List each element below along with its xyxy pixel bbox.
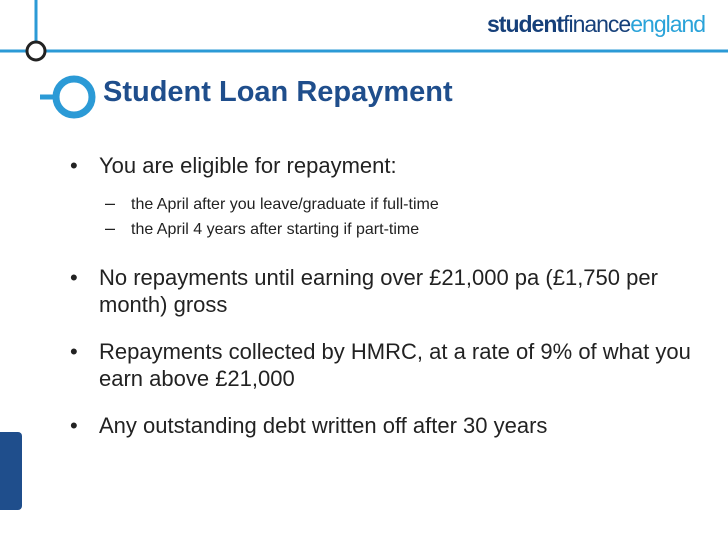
brand-logo — [487, 11, 705, 38]
title-ring-icon — [56, 79, 92, 115]
logo-word-student: student — [487, 11, 564, 37]
bullet-text: Repayments collected by HMRC, at a rate of 9% of what you earn above £21,000 — [99, 339, 691, 391]
bullet-item — [68, 264, 708, 318]
dash-icon: – — [105, 193, 116, 213]
bullet-list — [68, 152, 708, 439]
bullet-icon: • — [70, 413, 78, 438]
bullet-icon: • — [70, 339, 78, 364]
bullet-item — [68, 338, 708, 392]
logo-word-finance: finance — [563, 11, 631, 37]
bullet-item — [68, 412, 708, 439]
sub-bullet-text: the April after you leave/graduate if full-time — [131, 196, 439, 213]
sub-bullet-text: the April 4 years after starting if part-time — [131, 221, 420, 238]
side-tab-decoration — [0, 432, 22, 510]
bullet-icon: • — [70, 265, 78, 290]
dash-icon: – — [105, 218, 116, 238]
bullet-text: Any outstanding debt written off after 30 years — [99, 413, 548, 438]
bullet-text: You are eligible for repayment: — [99, 153, 397, 178]
bullet-icon: • — [70, 153, 78, 178]
sub-bullet-item — [68, 217, 708, 242]
junction-circle-small — [27, 42, 45, 60]
sub-bullet-list — [68, 192, 708, 242]
bullet-item — [68, 152, 708, 179]
sub-bullet-item — [68, 192, 708, 217]
logo-word-england: england — [630, 11, 706, 37]
slide-title: Student Loan Repayment — [103, 76, 453, 108]
bullet-text: No repayments until earning over £21,000 pa (£1,750 per month) gross — [99, 265, 658, 317]
